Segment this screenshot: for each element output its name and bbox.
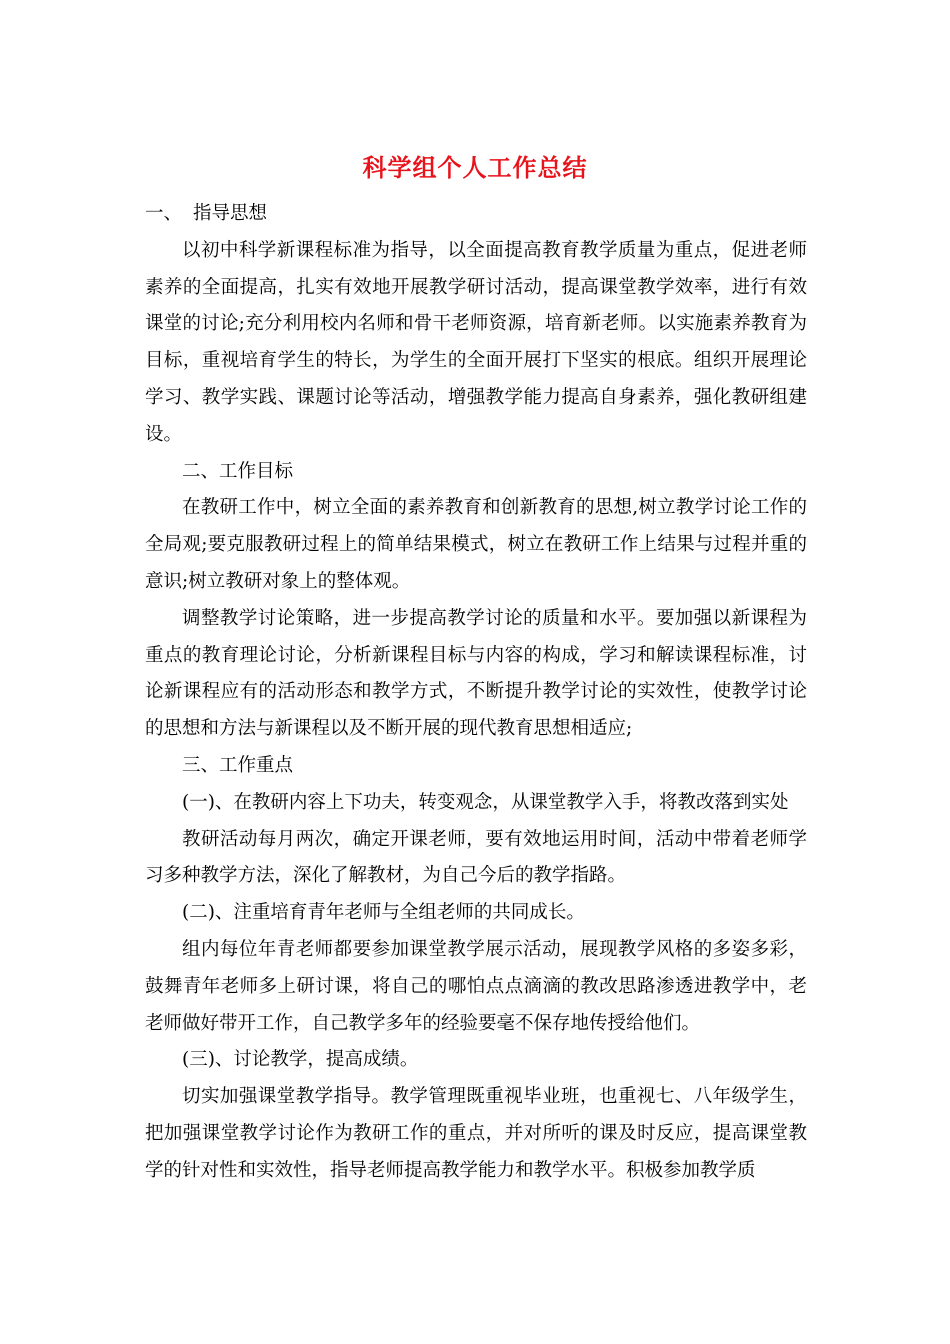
section-3-sub-2-heading: (二)、注重培育青年老师与全组老师的共同成长。 [182,902,585,924]
section-1-title: 指导思想 [193,203,268,224]
section-1-heading [145,196,807,233]
document-title: 科学组个人工作总结 [362,153,588,182]
section-3-sub-3-paragraph: 切实加强课堂教学指导。教学管理既重视毕业班，也重视七、八年级学生，把加强课堂教学讨论作为教研工作的重点，并对所听的课及时反应，提高课堂教学的针对性和实效性，指导老师提高教学能力和教学水平。积极参加教学质 [145,1086,807,1181]
section-2-paragraph-1: 在教研工作中，树立全面的素养教育和创新教育的思想,树立教学讨论工作的全局观;要克服教研过程上的简单结果模式，树立在教研工作上结果与过程并重的意识;树立教研对象上的整体观。 [145,497,807,592]
section-3-heading: 三、工作重点 [182,754,294,776]
section-1-paragraph: 以初中科学新课程标准为指导，以全面提高教育教学质量为重点，促进老师素养的全面提高，扎实有效地开展教学研讨活动，提高课堂教学效率，进行有效课堂的讨论;充分利用校内名师和骨干老师资源，培育新老师。以实施素养教育为目标，重视培育学生的特长，为学生的全面开展打下坚实的根底。组织开展理论学习、教学实践、课题讨论等活动，增强教学能力提高自身素养，强化教研组建设。 [145,239,807,445]
section-1-number: 一、 [145,203,183,224]
section-2-heading: 二、工作目标 [182,460,294,482]
section-3-sub-3-heading: (三)、讨论教学，提高成绩。 [182,1049,419,1071]
section-3-sub-2-paragraph: 组内每位年青老师都要参加课堂教学展示活动，展现教学风格的多姿多彩，鼓舞青年老师多上研讨课，将自己的哪怕点点滴滴的教改思路渗透进教学中，老老师做好带开工作，自己教学多年的经验要毫不保存地传授给他们。 [145,938,807,1034]
section-3-sub-1-paragraph: 教研活动每月两次，确定开课老师，要有效地运用时间，活动中带着老师学习多种教学方法，深化了解教材，为自己今后的教学指路。 [145,828,807,887]
section-2-paragraph-2: 调整教学讨论策略，进一步提高教学讨论的质量和水平。要加强以新课程为重点的教育理论讨论，分析新课程目标与内容的构成，学习和解读课程标准，讨论新课程应有的活动形态和教学方式，不断提升教学讨论的实效性，使教学讨论的思想和方法与新课程以及不断开展的现代教育思想相适应; [145,607,807,740]
document-body [145,196,807,1190]
section-3-sub-1-heading: (一)、在教研内容上下功夫，转变观念，从课堂教学入手，将教改落到实处 [182,791,789,813]
